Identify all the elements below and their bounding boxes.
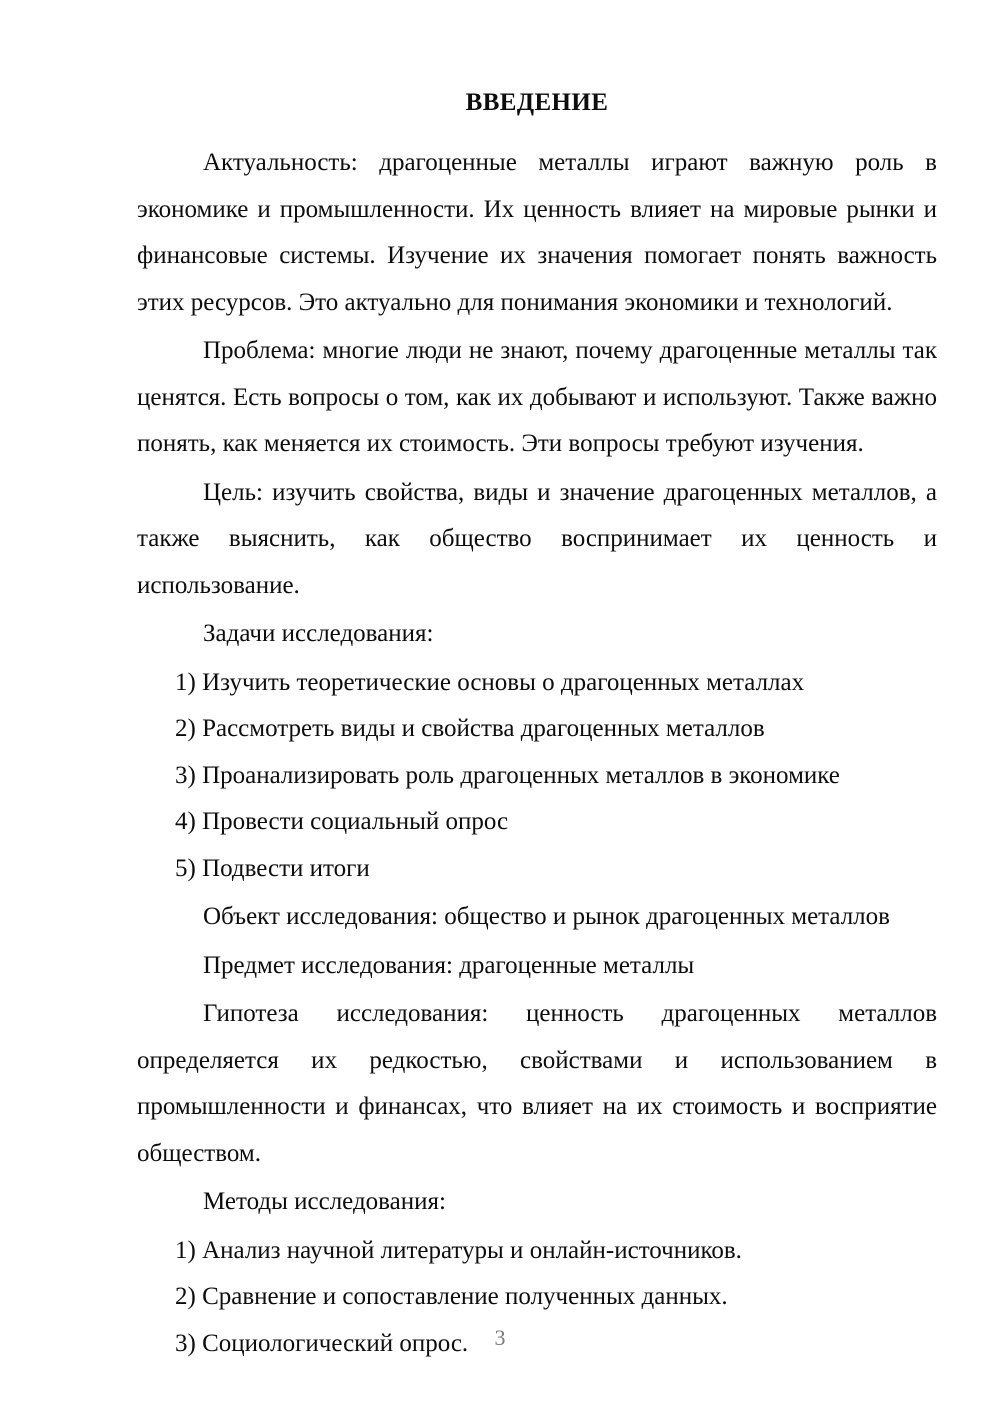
list-item: 2) Сравнение и сопоставление полученных данных. xyxy=(175,1283,728,1310)
list-item: 1) Анализ научной литературы и онлайн-источников. xyxy=(175,1236,742,1264)
paragraph-hypothesis: Гипотеза исследования: ценность драгоценных металлов определяется их редкостью, свойствами и использованием в промышленности и финансах, что влияет на их стоимость и восприятие обществом. xyxy=(137,1000,937,1167)
list-item: 2) Рассмотреть виды и свойства драгоценных металлов xyxy=(175,715,765,742)
paragraph-goal: Цель: изучить свойства, виды и значение драгоценных металлов, а также выяснить, как общество воспринимает их ценность и использование. xyxy=(137,478,937,599)
tasks-list xyxy=(137,660,937,893)
paragraph-problem: Проблема: многие люди не знают, почему драгоценные металлы так ценятся. Есть вопросы о том, как их добывают и используют. Также важно понять, как меняется их стоимость. Эти вопросы требуют изучения. xyxy=(137,337,937,457)
heading-tasks: Задачи исследования: xyxy=(203,620,434,647)
list-item: 5) Подвести итоги xyxy=(175,854,370,882)
list-item: 3) Социологический опрос. xyxy=(175,1329,469,1357)
page-number: 3 xyxy=(494,1325,506,1350)
list-item: 3) Проанализировать роль драгоценных металлов в экономике xyxy=(175,761,840,789)
paragraph-object: Объект исследования: общество и рынок драгоценных металлов xyxy=(203,903,890,930)
paragraph-relevance: Актуальность: драгоценные металлы играют важную роль в экономике и промышленности. Их ценность влияет на мировые рынки и финансовые системы. Изучение их значения помогает понять важность этих ресурсов. Это актуально для понимания экономики и технологий. xyxy=(137,149,937,316)
document-body xyxy=(137,88,937,1367)
list-item: 1) Изучить теоретические основы о драгоценных металлах xyxy=(175,668,805,696)
paragraph-subject: Предмет исследования: драгоценные металлы xyxy=(203,951,695,979)
page-title: ВВЕДЕНИЕ xyxy=(465,89,609,116)
heading-methods: Методы исследования: xyxy=(203,1188,446,1215)
list-item: 4) Провести социальный опрос xyxy=(175,808,509,835)
